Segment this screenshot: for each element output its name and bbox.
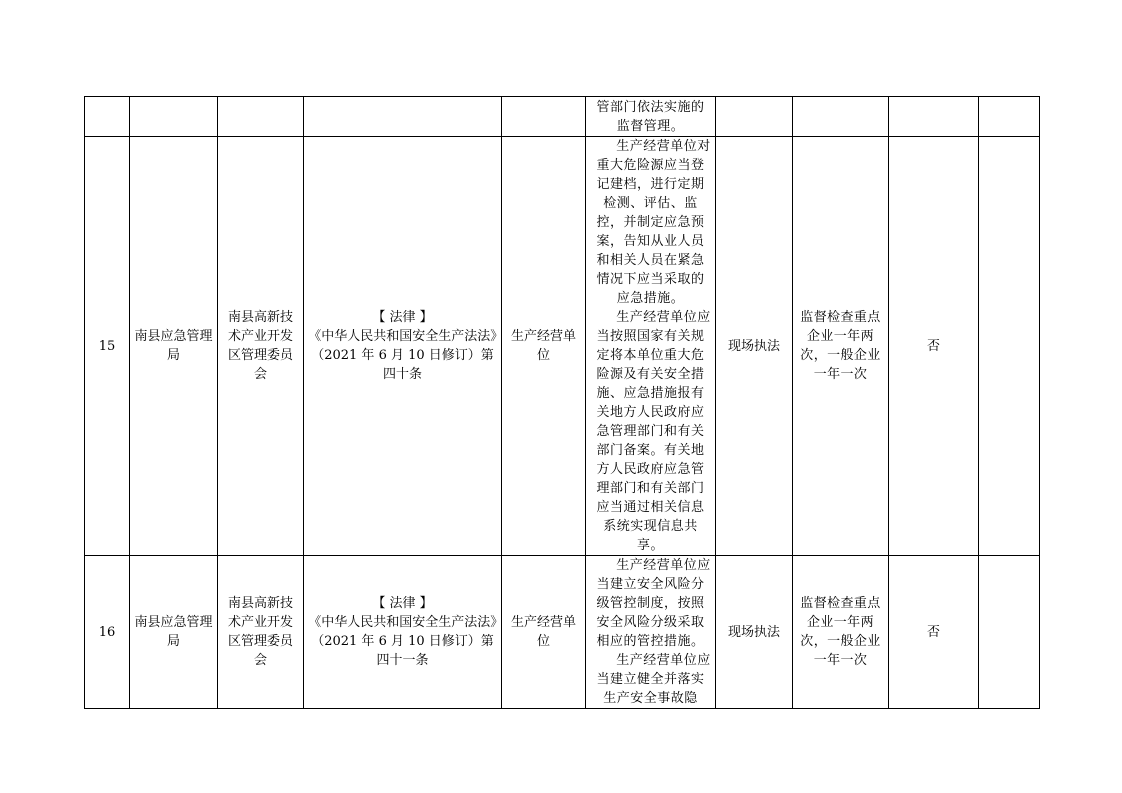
content-paragraph: 生产经营单位对重大危险源应当登记建档，进行定期检测、评估、监控，并制定应急预案，告知从业人员和相关人员在紧急情况下应当采取的应急措施。 xyxy=(596,139,711,306)
method-cell xyxy=(716,97,793,137)
method-cell: 现场执法 xyxy=(716,137,793,556)
legal-text: 《中华人民共和国安全生产法法》（2021 年 6 月 10 日修订）第四十条 xyxy=(308,329,497,382)
dept-cell: 南县应急管理局 xyxy=(130,137,218,556)
remark-cell xyxy=(979,556,1040,709)
content-paragraph: 管部门依法实施的监督管理。 xyxy=(596,99,705,134)
frequency-cell xyxy=(793,97,889,137)
target-cell: 生产经营单位 xyxy=(502,137,586,556)
frequency-cell: 监督检查重点企业一年两次，一般企业一年一次 xyxy=(793,137,889,556)
legal-basis-cell xyxy=(304,97,502,137)
remark-cell xyxy=(979,137,1040,556)
table-row xyxy=(85,137,1040,556)
content-paragraph: 生产经营单位应当建立健全并落实生产安全事故隐 xyxy=(596,653,711,706)
method-cell: 现场执法 xyxy=(716,556,793,709)
remark-cell xyxy=(979,97,1040,137)
content-cell xyxy=(586,97,716,137)
implementer-cell: 南县高新技术产业开发区管理委员会 xyxy=(218,556,304,709)
legal-tag: 【 法律 】 xyxy=(372,310,433,325)
table-row xyxy=(85,556,1040,709)
legal-tag: 【 法律 】 xyxy=(372,596,433,611)
dept-cell xyxy=(130,97,218,137)
implementer-cell xyxy=(218,97,304,137)
seq-cell xyxy=(85,97,130,137)
public-cell: 否 xyxy=(889,137,979,556)
legal-text: 《中华人民共和国安全生产法法》（2021 年 6 月 10 日修订）第四十一条 xyxy=(308,615,497,668)
seq-cell: 15 xyxy=(85,137,130,556)
legal-basis-cell xyxy=(304,137,502,556)
legal-basis-cell xyxy=(304,556,502,709)
seq-cell: 16 xyxy=(85,556,130,709)
public-cell xyxy=(889,97,979,137)
content-paragraph: 生产经营单位应当建立安全风险分级管控制度，按照安全风险分级采取相应的管控措施。 xyxy=(596,558,711,649)
dept-cell: 南县应急管理局 xyxy=(130,556,218,709)
target-cell xyxy=(502,97,586,137)
frequency-cell: 监督检查重点企业一年两次，一般企业一年一次 xyxy=(793,556,889,709)
content-cell xyxy=(586,137,716,556)
content-paragraph: 生产经营单位应当按照国家有关规定将本单位重大危险源及有关安全措施、应急措施报有关地方人民政府应急管理部门和有关部门备案。有关地方人民政府应急管理部门和有关部门应当通过相关信息系统实现信息共享。 xyxy=(596,310,711,553)
table-row xyxy=(85,97,1040,137)
content-cell xyxy=(586,556,716,709)
supervision-table xyxy=(84,96,1040,709)
implementer-cell: 南县高新技术产业开发区管理委员会 xyxy=(218,137,304,556)
target-cell: 生产经营单位 xyxy=(502,556,586,709)
public-cell: 否 xyxy=(889,556,979,709)
